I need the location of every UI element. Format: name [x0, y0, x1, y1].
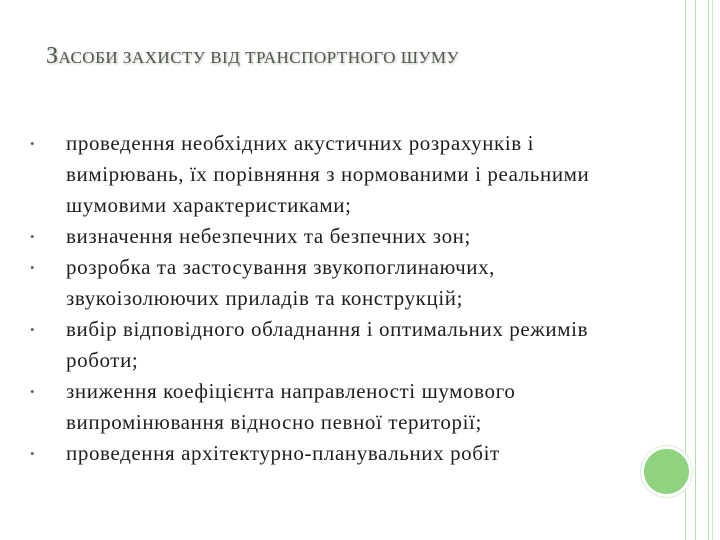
bullet-icon: •	[30, 322, 36, 337]
bullet-text: проведення необхідних акустичних розрахунків і вимірювань, їх порівняння з нормованими і реальними шумовими характеристиками;	[66, 131, 590, 217]
bullet-icon: •	[30, 136, 36, 151]
title-rest: АСОБИ ЗАХИСТУ ВІД ТРАНСПОРТНОГО ШУМУ	[58, 48, 460, 67]
bullet-item	[30, 221, 648, 252]
bullet-text: розробка та застосування звукопоглинаючих, звукоізолюючих приладів та конструкцій;	[66, 255, 496, 310]
bullet-text: визначення небезпечних та безпечних зон;	[66, 224, 471, 248]
bullet-list	[30, 128, 648, 469]
slide-title	[46, 36, 646, 78]
bullet-icon: •	[30, 260, 36, 275]
bullet-icon: •	[30, 384, 36, 399]
bullet-icon: •	[30, 446, 36, 461]
frame-line	[708, 0, 709, 540]
bullet-icon: •	[30, 229, 36, 244]
bullet-item	[30, 376, 648, 438]
bullet-item	[30, 252, 648, 314]
bullet-text: вибір відповідного обладнання і оптимальних режимів роботи;	[66, 317, 589, 372]
title-first-letter: З	[46, 43, 59, 69]
green-circle-decoration	[641, 446, 692, 497]
bullet-text: зниження коефіцієнта направленості шумового випромінювання відносно певної території;	[66, 379, 516, 434]
frame-line	[712, 0, 713, 540]
bullet-text: проведення архітектурно-планувальних робіт	[66, 441, 500, 465]
bullet-item	[30, 314, 648, 376]
bullet-item	[30, 438, 648, 469]
bullet-item	[30, 128, 648, 221]
frame-line	[695, 0, 696, 540]
